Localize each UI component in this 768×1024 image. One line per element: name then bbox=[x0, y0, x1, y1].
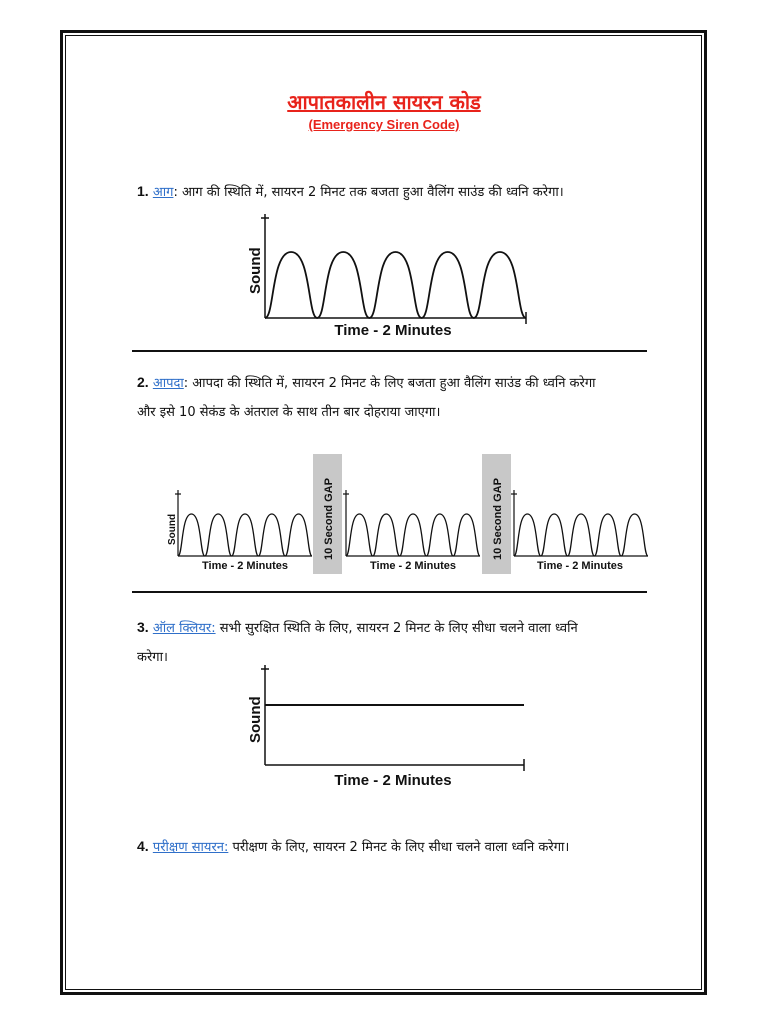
list-item bbox=[137, 832, 569, 862]
item-text: परीक्षण के लिए, सायरन 2 मिनट के लिए सीधा चलने वाला ध्वनि करेगा। bbox=[228, 840, 570, 855]
x-axis-label: Time - 2 Minutes bbox=[334, 322, 452, 339]
siren-wave-line bbox=[265, 252, 526, 318]
x-axis bbox=[265, 759, 524, 771]
item-text-continued: और इसे 10 सेकंड के अंतराल के साथ तीन बार दोहराया जाएगा। bbox=[137, 405, 441, 420]
item-separator: : bbox=[173, 185, 178, 200]
siren-wave-line bbox=[178, 514, 312, 556]
chart-segment bbox=[343, 490, 480, 572]
list-item bbox=[137, 177, 564, 207]
y-axis-label: Sound bbox=[167, 513, 178, 545]
chart-segment bbox=[511, 490, 648, 572]
gap-marker bbox=[482, 454, 511, 574]
y-axis-label: Sound bbox=[247, 696, 264, 743]
item-number: 2. bbox=[137, 374, 149, 390]
gap-label: 10 Second GAP bbox=[323, 478, 335, 560]
x-axis-label: Time - 2 Minutes bbox=[370, 560, 456, 572]
item-keyword: ऑल क्लियर: bbox=[152, 621, 216, 636]
gap-label: 10 Second GAP bbox=[492, 478, 504, 560]
section-divider bbox=[132, 591, 647, 593]
item-separator: : bbox=[183, 376, 189, 391]
item-keyword: आपदा bbox=[152, 376, 184, 391]
x-axis-label: Time - 2 Minutes bbox=[202, 560, 288, 572]
siren-wave-line bbox=[514, 514, 648, 556]
wailing-siren-chart bbox=[243, 212, 533, 342]
item-keyword: परीक्षण सायरन: bbox=[152, 840, 229, 855]
chart-segment bbox=[167, 490, 312, 572]
x-axis-label: Time - 2 Minutes bbox=[334, 772, 452, 789]
item-text: आग की स्थिति में, सायरन 2 मिनट तक बजता हुआ वैलिंग साउंड की ध्वनि करेगा। bbox=[177, 185, 564, 200]
disaster-siren-chart bbox=[160, 452, 650, 577]
item-number: 1. bbox=[137, 183, 149, 199]
page-title: आपातकालीन सायरन कोड bbox=[287, 90, 481, 114]
item-text: आपदा की स्थिति में, सायरन 2 मिनट के लिए बजता हुआ वैलिंग साउंड की ध्वनि करेगा bbox=[188, 376, 596, 391]
list-item bbox=[137, 613, 578, 672]
item-keyword: आग bbox=[152, 185, 174, 200]
item-number: 4. bbox=[137, 838, 149, 854]
item-text-continued: करेगा। bbox=[137, 650, 168, 665]
list-item bbox=[137, 368, 596, 427]
page-subtitle: (Emergency Siren Code) bbox=[308, 117, 460, 132]
section-divider bbox=[132, 350, 647, 352]
x-axis-label: Time - 2 Minutes bbox=[537, 560, 623, 572]
gap-marker bbox=[313, 454, 342, 574]
siren-wave-line bbox=[346, 514, 480, 556]
item-text: सभी सुरक्षित स्थिति के लिए, सायरन 2 मिनट के लिए सीधा चलने वाला ध्वनि bbox=[215, 621, 578, 636]
y-axis-label: Sound bbox=[247, 247, 264, 294]
all-clear-siren-chart bbox=[243, 665, 533, 795]
item-number: 3. bbox=[137, 619, 149, 635]
